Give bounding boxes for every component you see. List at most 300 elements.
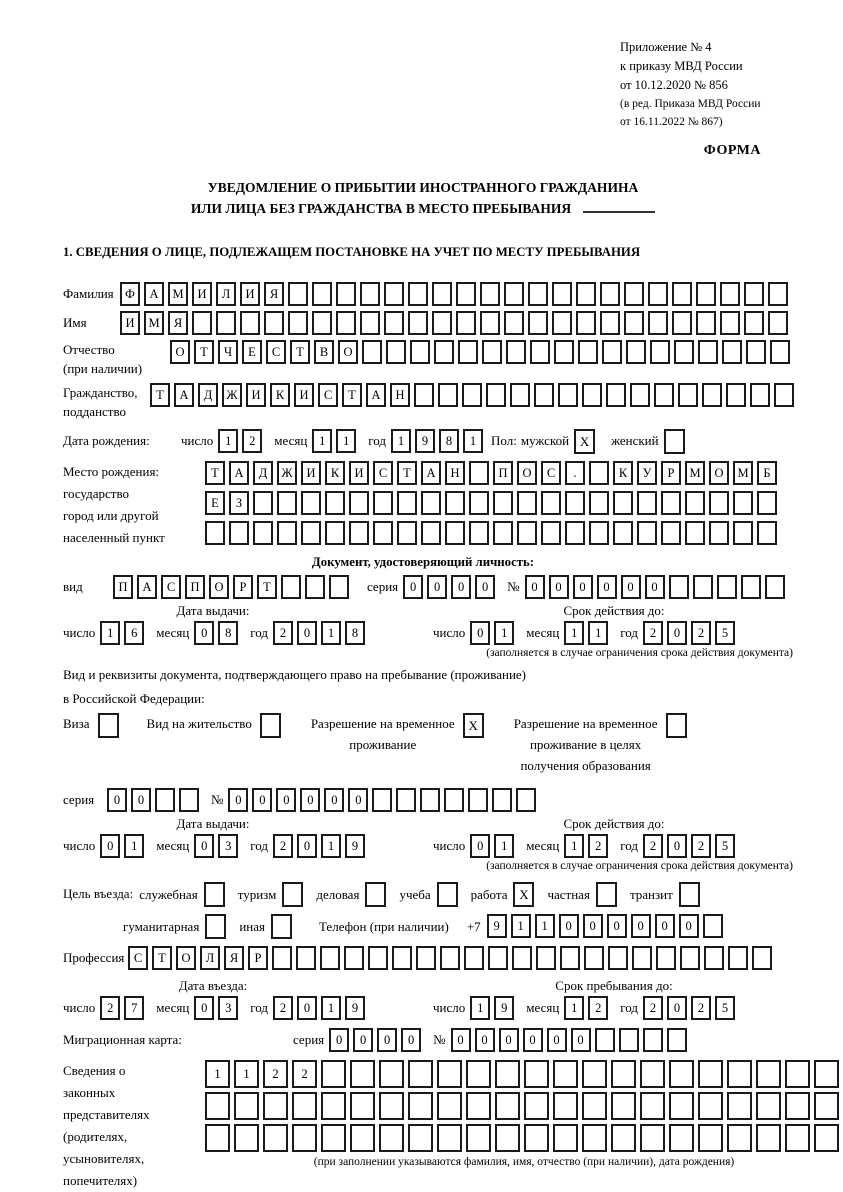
char-cell[interactable]: 2 [643,621,663,645]
char-cell[interactable] [408,1092,433,1120]
char-cell[interactable]: 0 [631,914,651,938]
char-cell[interactable] [669,1060,694,1088]
char-cell[interactable]: 0 [451,575,471,599]
char-cell[interactable] [397,521,417,545]
char-cell[interactable]: К [325,461,345,485]
char-cell[interactable] [733,521,753,545]
char-cell[interactable] [421,491,441,515]
char-cell[interactable] [445,491,465,515]
char-cell[interactable] [432,311,452,335]
char-cell[interactable] [305,575,325,599]
char-cell[interactable]: М [685,461,705,485]
char-cell[interactable] [702,383,722,407]
char-cell[interactable] [640,1060,665,1088]
char-cell[interactable] [785,1092,810,1120]
char-cell[interactable]: 0 [252,788,272,812]
char-cell[interactable] [437,1124,462,1152]
char-cell[interactable] [720,282,740,306]
char-cell[interactable] [466,1092,491,1120]
checkbox-cell[interactable] [679,882,700,907]
char-cell[interactable] [661,521,681,545]
char-cell[interactable] [253,491,273,515]
char-cell[interactable]: А [366,383,386,407]
char-cell[interactable]: П [493,461,513,485]
char-cell[interactable] [234,1092,259,1120]
char-cell[interactable]: 0 [348,788,368,812]
char-cell[interactable] [756,1124,781,1152]
char-cell[interactable] [768,311,788,335]
char-cell[interactable] [553,1124,578,1152]
char-cell[interactable] [611,1060,636,1088]
char-cell[interactable] [698,1124,723,1152]
char-cell[interactable] [512,946,532,970]
char-cell[interactable] [727,1124,752,1152]
char-cell[interactable]: 0 [100,834,120,858]
char-cell[interactable] [506,340,526,364]
char-cell[interactable] [495,1092,520,1120]
char-cell[interactable] [350,1092,375,1120]
char-cell[interactable] [336,282,356,306]
char-cell[interactable]: Т [397,461,417,485]
char-cell[interactable]: И [240,282,260,306]
char-cell[interactable]: 2 [242,429,262,453]
char-cell[interactable]: Т [194,340,214,364]
char-cell[interactable]: И [294,383,314,407]
char-cell[interactable] [785,1124,810,1152]
char-cell[interactable] [552,282,572,306]
char-cell[interactable]: Т [152,946,172,970]
char-cell[interactable] [680,946,700,970]
char-cell[interactable] [462,383,482,407]
char-cell[interactable]: 2 [588,834,608,858]
char-cell[interactable] [582,383,602,407]
char-cell[interactable]: В [314,340,334,364]
char-cell[interactable]: Ф [120,282,140,306]
char-cell[interactable]: 0 [403,575,423,599]
char-cell[interactable] [541,491,561,515]
char-cell[interactable] [482,340,502,364]
char-cell[interactable] [589,491,609,515]
char-cell[interactable] [469,521,489,545]
char-cell[interactable] [504,282,524,306]
char-cell[interactable]: 0 [621,575,641,599]
char-cell[interactable]: 1 [564,621,584,645]
char-cell[interactable] [493,491,513,515]
char-cell[interactable]: 0 [297,996,317,1020]
char-cell[interactable]: О [517,461,537,485]
char-cell[interactable]: 1 [391,429,411,453]
char-cell[interactable]: 2 [273,621,293,645]
char-cell[interactable] [661,491,681,515]
char-cell[interactable] [504,311,524,335]
char-cell[interactable]: 2 [292,1060,317,1088]
checkbox-cell[interactable] [437,882,458,907]
char-cell[interactable] [613,521,633,545]
char-cell[interactable] [709,521,729,545]
char-cell[interactable] [728,946,748,970]
char-cell[interactable] [155,788,175,812]
char-cell[interactable]: 1 [511,914,531,938]
char-cell[interactable]: 0 [300,788,320,812]
char-cell[interactable] [349,521,369,545]
char-cell[interactable]: 0 [451,1028,471,1052]
char-cell[interactable]: 8 [345,621,365,645]
char-cell[interactable] [704,946,724,970]
char-cell[interactable]: 0 [645,575,665,599]
char-cell[interactable]: И [246,383,266,407]
char-cell[interactable] [576,282,596,306]
char-cell[interactable]: 0 [475,575,495,599]
char-cell[interactable]: 0 [597,575,617,599]
char-cell[interactable]: 1 [321,621,341,645]
char-cell[interactable] [384,311,404,335]
char-cell[interactable]: 0 [194,621,214,645]
char-cell[interactable] [752,946,772,970]
char-cell[interactable]: 9 [494,996,514,1020]
char-cell[interactable] [437,1092,462,1120]
char-cell[interactable] [468,788,488,812]
char-cell[interactable]: 9 [487,914,507,938]
char-cell[interactable] [312,282,332,306]
char-cell[interactable] [408,282,428,306]
char-cell[interactable] [379,1092,404,1120]
char-cell[interactable] [746,340,766,364]
char-cell[interactable] [756,1092,781,1120]
char-cell[interactable]: А [144,282,164,306]
char-cell[interactable]: Я [264,282,284,306]
char-cell[interactable] [626,340,646,364]
char-cell[interactable] [698,1092,723,1120]
char-cell[interactable]: 7 [124,996,144,1020]
char-cell[interactable] [373,521,393,545]
char-cell[interactable]: И [120,311,140,335]
char-cell[interactable] [576,311,596,335]
char-cell[interactable]: 0 [571,1028,591,1052]
char-cell[interactable]: 0 [655,914,675,938]
char-cell[interactable]: 0 [470,834,490,858]
char-cell[interactable]: 0 [667,834,687,858]
char-cell[interactable]: 2 [643,834,663,858]
char-cell[interactable] [750,383,770,407]
char-cell[interactable]: Р [248,946,268,970]
checkbox-cell[interactable]: X [574,429,595,454]
char-cell[interactable] [741,575,761,599]
char-cell[interactable] [669,575,689,599]
char-cell[interactable] [301,521,321,545]
checkbox-cell[interactable] [666,713,687,738]
char-cell[interactable] [552,311,572,335]
char-cell[interactable] [320,946,340,970]
char-cell[interactable] [785,1060,810,1088]
checkbox-cell[interactable] [271,914,292,939]
char-cell[interactable]: Т [342,383,362,407]
checkbox-cell[interactable] [596,882,617,907]
char-cell[interactable] [814,1060,839,1088]
char-cell[interactable] [685,491,705,515]
char-cell[interactable] [582,1124,607,1152]
char-cell[interactable] [696,311,716,335]
char-cell[interactable]: 1 [494,834,514,858]
char-cell[interactable] [517,521,537,545]
char-cell[interactable] [553,1092,578,1120]
char-cell[interactable]: 1 [218,429,238,453]
char-cell[interactable] [640,1124,665,1152]
char-cell[interactable] [292,1124,317,1152]
char-cell[interactable] [480,282,500,306]
char-cell[interactable] [466,1124,491,1152]
char-cell[interactable] [277,491,297,515]
char-cell[interactable]: 0 [228,788,248,812]
char-cell[interactable] [321,1060,346,1088]
char-cell[interactable]: Н [445,461,465,485]
char-cell[interactable] [464,946,484,970]
char-cell[interactable]: П [185,575,205,599]
char-cell[interactable] [292,1092,317,1120]
char-cell[interactable] [534,383,554,407]
char-cell[interactable]: 0 [667,996,687,1020]
char-cell[interactable] [756,1060,781,1088]
char-cell[interactable] [493,521,513,545]
char-cell[interactable] [420,788,440,812]
char-cell[interactable] [372,788,392,812]
char-cell[interactable]: 0 [547,1028,567,1052]
char-cell[interactable] [281,575,301,599]
checkbox-cell[interactable] [282,882,303,907]
char-cell[interactable]: 0 [324,788,344,812]
char-cell[interactable] [709,491,729,515]
char-cell[interactable]: Н [390,383,410,407]
char-cell[interactable]: А [421,461,441,485]
char-cell[interactable] [589,521,609,545]
char-cell[interactable] [720,311,740,335]
char-cell[interactable]: 1 [321,834,341,858]
char-cell[interactable]: М [144,311,164,335]
char-cell[interactable] [466,1060,491,1088]
char-cell[interactable] [373,491,393,515]
char-cell[interactable]: Д [198,383,218,407]
char-cell[interactable] [360,311,380,335]
char-cell[interactable] [624,282,644,306]
char-cell[interactable]: 0 [107,788,127,812]
char-cell[interactable] [379,1060,404,1088]
char-cell[interactable] [469,461,489,485]
char-cell[interactable]: 9 [415,429,435,453]
char-cell[interactable] [344,946,364,970]
char-cell[interactable] [560,946,580,970]
char-cell[interactable] [408,1124,433,1152]
char-cell[interactable]: О [338,340,358,364]
char-cell[interactable] [329,575,349,599]
char-cell[interactable] [757,521,777,545]
char-cell[interactable]: 0 [470,621,490,645]
char-cell[interactable]: С [128,946,148,970]
char-cell[interactable] [524,1060,549,1088]
char-cell[interactable] [408,1060,433,1088]
char-cell[interactable] [685,521,705,545]
char-cell[interactable] [774,383,794,407]
char-cell[interactable]: И [192,282,212,306]
char-cell[interactable] [205,1124,230,1152]
char-cell[interactable] [726,383,746,407]
char-cell[interactable] [632,946,652,970]
char-cell[interactable]: Т [257,575,277,599]
char-cell[interactable] [301,491,321,515]
char-cell[interactable]: 1 [124,834,144,858]
char-cell[interactable] [296,946,316,970]
char-cell[interactable]: 0 [297,834,317,858]
char-cell[interactable] [524,1124,549,1152]
char-cell[interactable]: И [349,461,369,485]
char-cell[interactable] [421,521,441,545]
char-cell[interactable] [611,1124,636,1152]
char-cell[interactable] [438,383,458,407]
char-cell[interactable]: 0 [401,1028,421,1052]
char-cell[interactable] [216,311,236,335]
char-cell[interactable] [495,1060,520,1088]
checkbox-cell[interactable] [260,713,281,738]
char-cell[interactable]: Д [253,461,273,485]
char-cell[interactable]: 1 [564,996,584,1020]
char-cell[interactable]: С [373,461,393,485]
char-cell[interactable] [321,1124,346,1152]
char-cell[interactable]: 2 [273,834,293,858]
char-cell[interactable] [416,946,436,970]
char-cell[interactable] [554,340,574,364]
char-cell[interactable]: С [541,461,561,485]
checkbox-cell[interactable] [204,882,225,907]
char-cell[interactable] [495,1124,520,1152]
char-cell[interactable]: 1 [205,1060,230,1088]
char-cell[interactable] [765,575,785,599]
char-cell[interactable] [321,1092,346,1120]
char-cell[interactable]: Я [224,946,244,970]
char-cell[interactable]: 0 [559,914,579,938]
char-cell[interactable]: 8 [439,429,459,453]
char-cell[interactable]: 0 [679,914,699,938]
char-cell[interactable]: Т [290,340,310,364]
char-cell[interactable] [179,788,199,812]
char-cell[interactable] [727,1092,752,1120]
char-cell[interactable]: С [161,575,181,599]
char-cell[interactable] [770,340,790,364]
char-cell[interactable]: Е [205,491,225,515]
char-cell[interactable] [814,1092,839,1120]
char-cell[interactable]: 1 [234,1060,259,1088]
char-cell[interactable]: 1 [321,996,341,1020]
char-cell[interactable]: 2 [691,834,711,858]
char-cell[interactable] [456,282,476,306]
char-cell[interactable]: Т [205,461,225,485]
char-cell[interactable] [553,1060,578,1088]
char-cell[interactable] [814,1124,839,1152]
char-cell[interactable] [336,311,356,335]
char-cell[interactable]: 0 [573,575,593,599]
char-cell[interactable] [611,1092,636,1120]
char-cell[interactable] [434,340,454,364]
char-cell[interactable]: 0 [194,996,214,1020]
char-cell[interactable] [630,383,650,407]
char-cell[interactable] [613,491,633,515]
char-cell[interactable]: Ч [218,340,238,364]
char-cell[interactable]: 0 [276,788,296,812]
char-cell[interactable]: О [176,946,196,970]
char-cell[interactable] [669,1124,694,1152]
char-cell[interactable]: Л [216,282,236,306]
char-cell[interactable] [349,491,369,515]
char-cell[interactable] [600,282,620,306]
char-cell[interactable] [234,1124,259,1152]
char-cell[interactable] [392,946,412,970]
char-cell[interactable] [437,1060,462,1088]
char-cell[interactable] [229,521,249,545]
char-cell[interactable] [444,788,464,812]
char-cell[interactable]: 1 [463,429,483,453]
char-cell[interactable] [264,311,284,335]
char-cell[interactable] [397,491,417,515]
char-cell[interactable] [362,340,382,364]
char-cell[interactable] [263,1124,288,1152]
char-cell[interactable] [648,282,668,306]
char-cell[interactable] [606,383,626,407]
char-cell[interactable]: 5 [715,834,735,858]
char-cell[interactable] [272,946,292,970]
char-cell[interactable] [656,946,676,970]
char-cell[interactable] [288,282,308,306]
char-cell[interactable] [589,461,609,485]
char-cell[interactable]: 0 [297,621,317,645]
checkbox-cell[interactable] [205,914,226,939]
char-cell[interactable]: 5 [715,621,735,645]
char-cell[interactable] [674,340,694,364]
char-cell[interactable] [469,491,489,515]
char-cell[interactable]: Р [233,575,253,599]
char-cell[interactable] [408,311,428,335]
char-cell[interactable] [486,383,506,407]
char-cell[interactable]: 5 [715,996,735,1020]
char-cell[interactable]: А [174,383,194,407]
char-cell[interactable] [757,491,777,515]
char-cell[interactable] [350,1124,375,1152]
char-cell[interactable] [582,1092,607,1120]
char-cell[interactable] [595,1028,615,1052]
char-cell[interactable] [440,946,460,970]
char-cell[interactable] [360,282,380,306]
char-cell[interactable] [253,521,273,545]
char-cell[interactable] [654,383,674,407]
checkbox-cell[interactable] [98,713,119,738]
char-cell[interactable] [768,282,788,306]
char-cell[interactable] [558,383,578,407]
char-cell[interactable] [693,575,713,599]
char-cell[interactable] [667,1028,687,1052]
char-cell[interactable] [722,340,742,364]
char-cell[interactable]: З [229,491,249,515]
char-cell[interactable]: 1 [336,429,356,453]
char-cell[interactable] [619,1028,639,1052]
char-cell[interactable]: 0 [194,834,214,858]
char-cell[interactable] [445,521,465,545]
char-cell[interactable] [648,311,668,335]
char-cell[interactable]: 2 [643,996,663,1020]
char-cell[interactable] [703,914,723,938]
char-cell[interactable]: Ж [222,383,242,407]
char-cell[interactable]: Я [168,311,188,335]
char-cell[interactable] [277,521,297,545]
char-cell[interactable]: 9 [345,834,365,858]
char-cell[interactable]: Л [200,946,220,970]
char-cell[interactable]: 1 [312,429,332,453]
char-cell[interactable]: О [170,340,190,364]
